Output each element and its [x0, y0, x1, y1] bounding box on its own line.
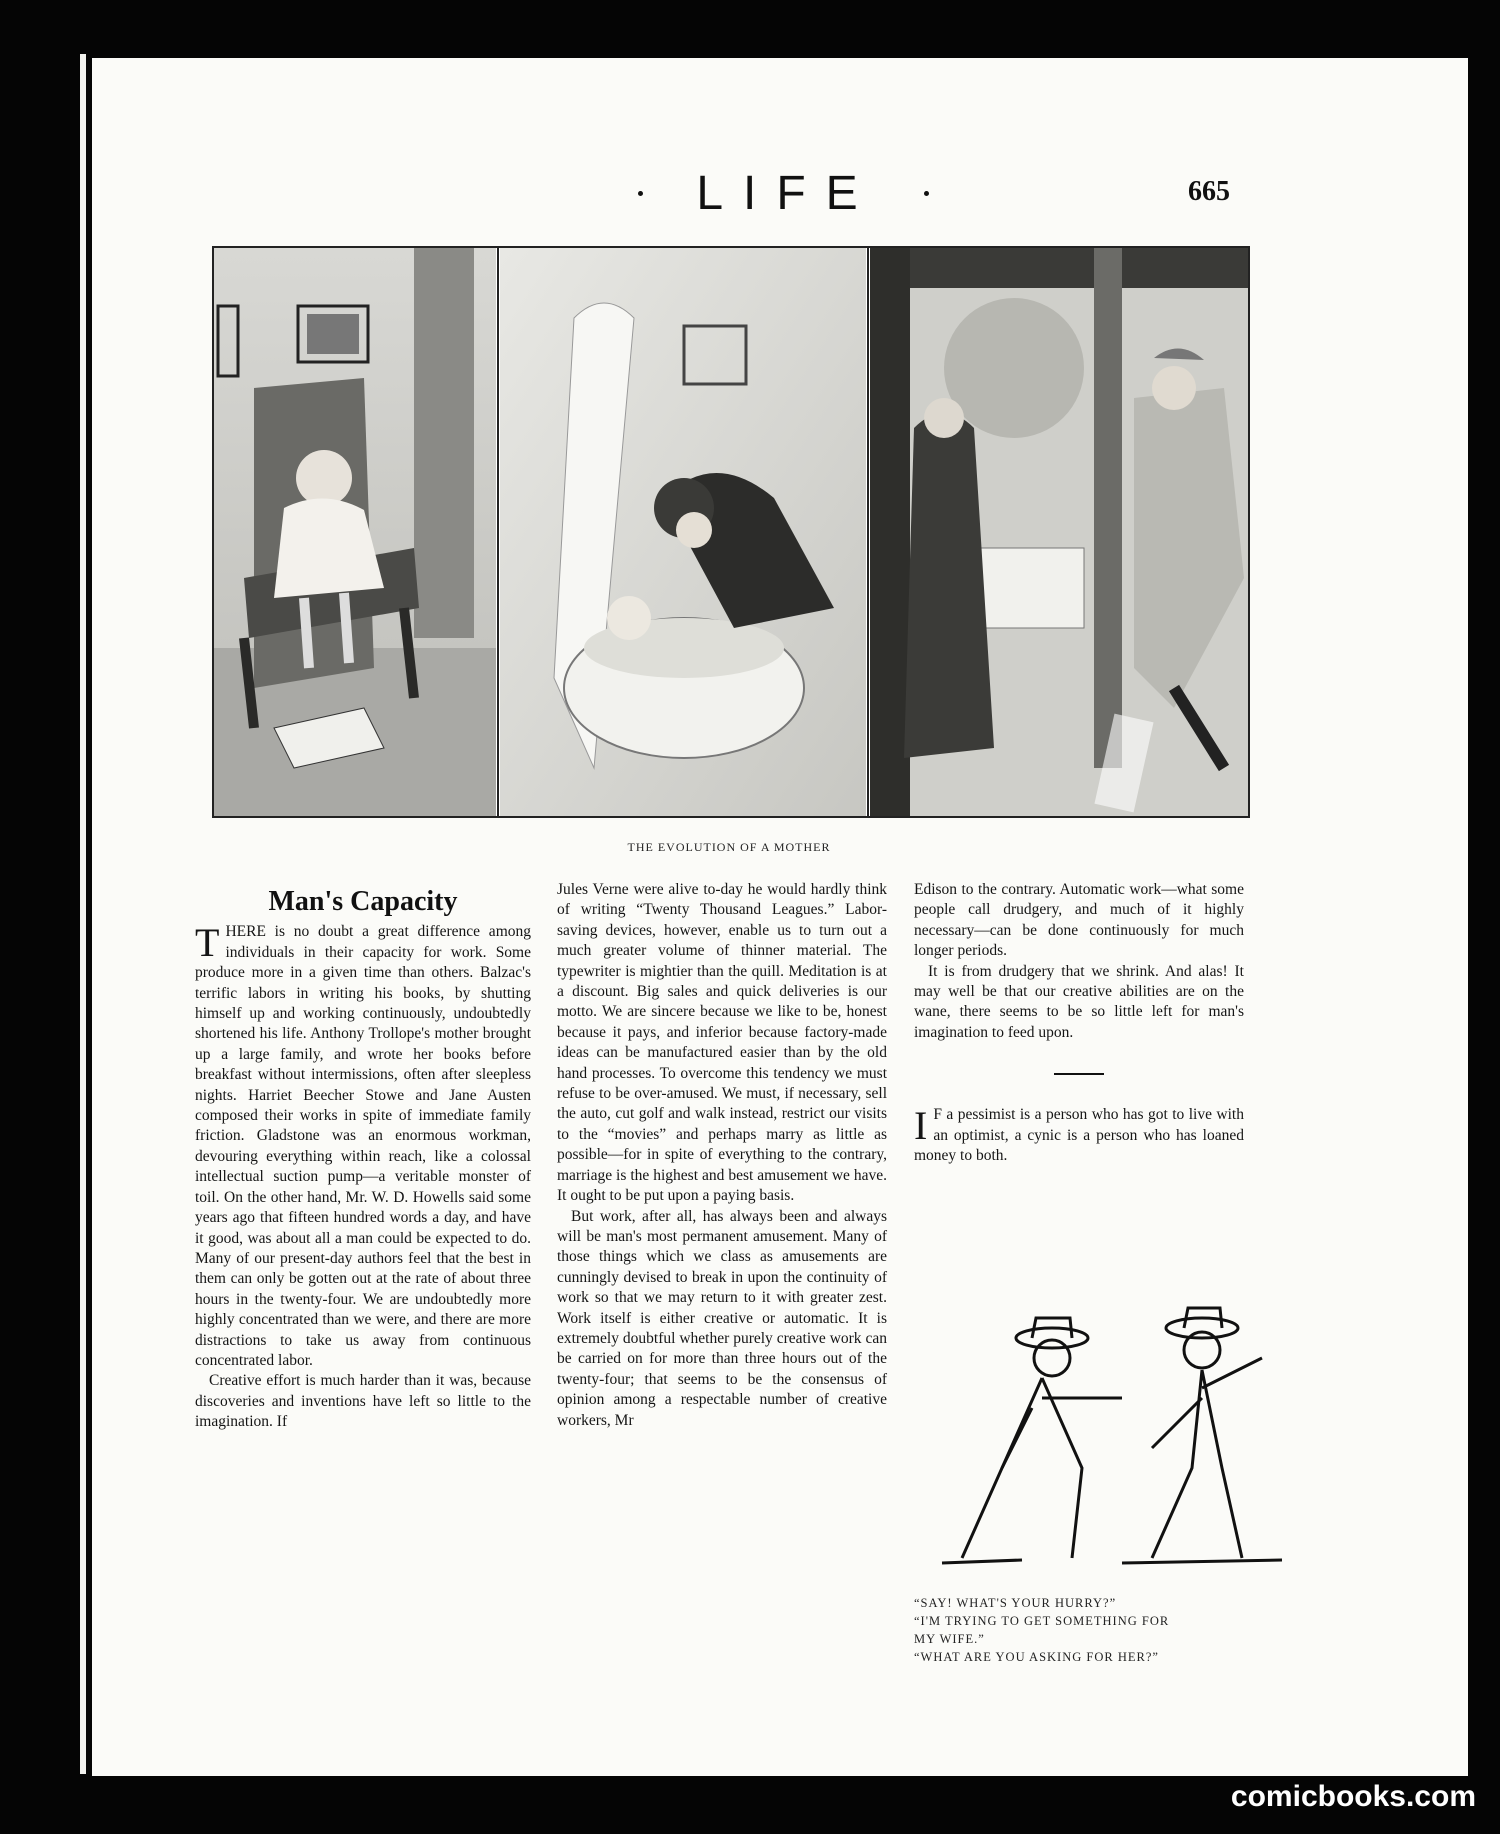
article-dropcap: T [195, 920, 220, 966]
illustration-caption: THE EVOLUTION OF A MOTHER [627, 840, 831, 854]
article-paragraph: It is from drudgery that we shrink. And alas! It may well be that our creative abilities are on the wane, there seems to be so little left for man's imagination to feed upon. [914, 962, 1244, 1041]
cartoon-caption-line: “I'M TRYING TO GET SOMETHING FOR [914, 1614, 1170, 1628]
section-divider [1054, 1073, 1104, 1075]
page-binding [80, 54, 86, 1774]
article-paragraph: Jules Verne were alive to-day he would hardly think of writing “Twenty Thousand Leagues.” Labor-saving devices, however, enable us to turn out a much greater volume of thinner material. The typewriter is mightier than the quill. Meditation is at a discount. Big sales and quick deliveries is our motto. We are sincere because we like to be, honest because it pays, and inferior because factory-made ideas can be manufactured easier than by the old hand processes. To overcome this tendency we must refuse to be over-amused. We must, if necessary, sell the auto, cut golf and walk instead, restrict our visits to the “movies” and perhaps marry as little as possible—for in spite of everything to the contrary, marriage is the highest and best amusement we have. It ought to be put upon a paying basis. [557, 881, 887, 1205]
cartoon-two-men [902, 1298, 1322, 1578]
cartoon-caption [914, 1594, 1244, 1666]
masthead-dot [638, 191, 643, 196]
article-paragraph: Creative effort is much harder than it was, because discoveries and inventions have left so little to the imagination. If [195, 1372, 531, 1431]
masthead-dot [924, 191, 929, 196]
joke-paragraph [914, 1105, 1244, 1166]
article-paragraph: Edison to the contrary. Automatic work—what some people call drudgery, and much of it highly necessary—can be done continuously for much longer periods. [914, 881, 1244, 960]
article-text: HERE is no doubt a great difference among individuals in their capacity for work. Some produce more in a given time than others. Balzac's terrific labors in writing his books, by shutting himself up and working continuously, undoubtedly shortened his life. Anthony Trollope's mother brought up a large family, and wrote her books before breakfast without intermissions, often after sleepless nights. Harriet Beecher Stowe and Jane Austen composed their works in spite of immediate family friction. Gladstone was an enormous workman, devouring everything within reach, like a colossal intellectual suction pump—a veritable monster of toil. On the other hand, Mr. W. D. Howells said some years ago that fifteen hundred words a day, and have it good, was about all a man could be expected to do. Many of our present-day authors feel that the best in them can only be gotten out at the rate of about three hours in the twenty-four. We are undoubtedly more highly concentrated than we were, and there are more distractions to take us away from continuous concentrated labor. [195, 923, 531, 1369]
joke-text: F a pessimist is a person who has got to live with an optimist, a cynic is a person who has loaned money to both. [914, 1106, 1244, 1165]
cartoon-caption-line: “SAY! WHAT'S YOUR HURRY?” [914, 1596, 1117, 1610]
article-paragraph: But work, after all, has always been and always will be man's most permanent amusement. Many of those things which we class as amusements are cunningly devised to break in upon the continuity of work so that we may return to it with greater zest. Work itself is either creative or automatic. It is extremely doubtful whether purely creative work can be carried on for more than three hours out of the twenty-four; that seems to be the consensus of opinion among a respectable number of creative workers, Mr [557, 1207, 887, 1429]
article-column-1 [195, 880, 531, 1433]
evolution-illustration [212, 246, 1250, 818]
article-column-3 [914, 880, 1244, 1166]
magazine-page [92, 58, 1468, 1776]
article-headline: Man's Capacity [268, 886, 458, 917]
watermark: comicbooks.com [1230, 1780, 1476, 1813]
page-number: 665 [1188, 176, 1230, 207]
panel-girl-with-doll [214, 248, 496, 816]
masthead-title: LIFE [696, 167, 878, 220]
article-column-2 [557, 880, 887, 1431]
panel-porch-greeting [870, 248, 1248, 816]
joke-dropcap: I [914, 1103, 928, 1149]
cartoon-caption-line: MY WIFE.” [914, 1632, 985, 1646]
article-paragraph [195, 922, 531, 1371]
panel-mother-with-cradle [500, 248, 866, 816]
cartoon-caption-line: “WHAT ARE YOU ASKING FOR HER?” [914, 1650, 1159, 1664]
masthead [92, 58, 1468, 220]
